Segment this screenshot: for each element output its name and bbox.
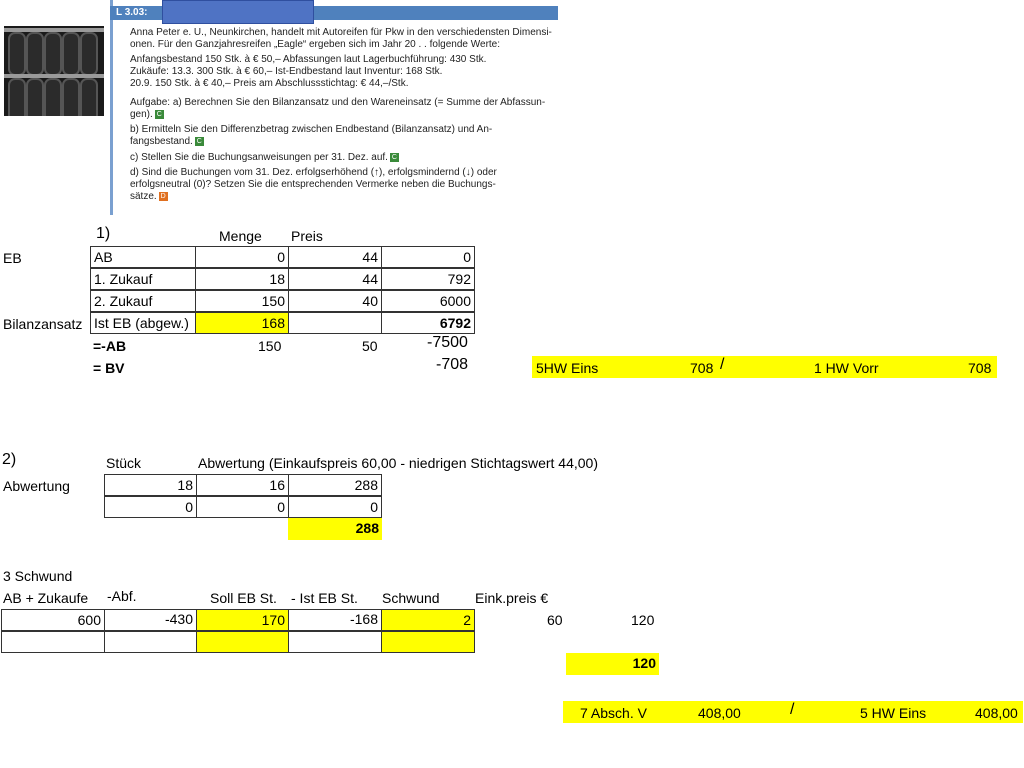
section-2-heading: 2): [2, 451, 17, 468]
ab-preis: 50: [362, 338, 378, 354]
table-cell-preis[interactable]: [288, 312, 382, 334]
booking-credit-account: 5 HW Eins: [860, 705, 927, 721]
table-cell-menge[interactable]: 150: [195, 290, 289, 312]
table-cell-betrag-total[interactable]: 6792: [381, 312, 475, 334]
table-cell-betrag[interactable]: 6000: [381, 290, 475, 312]
table-cell-label[interactable]: AB: [90, 246, 196, 268]
ab-betrag: -7500: [427, 334, 468, 351]
table-cell-empty[interactable]: [288, 631, 382, 653]
label-eb: EB: [3, 250, 22, 266]
book-line: b) Ermitteln Sie den Differenzbetrag zwischen Endbestand (Bilanzansatz) und An-: [130, 124, 493, 135]
table-cell-menge[interactable]: 0: [195, 246, 289, 268]
label-bilanzansatz: Bilanzansatz: [3, 316, 83, 332]
table-cell-schwund[interactable]: 2: [381, 609, 475, 631]
booking-slash: /: [790, 701, 795, 718]
col-header-schwund: Schwund: [382, 590, 440, 606]
book-line: d) Sind die Buchungen vom 31. Dez. erfolgserhöhend (↑), erfolgsmindernd (↓) oder: [130, 167, 497, 178]
booking-debit-amount: 708: [690, 360, 714, 376]
booking-credit-amount: 708: [968, 360, 992, 376]
schwund-total[interactable]: 120: [566, 653, 659, 675]
col-header-abf: -Abf.: [107, 588, 137, 604]
col-header-ist-eb: - Ist EB St.: [291, 590, 358, 606]
table-cell-abf[interactable]: -430: [104, 609, 197, 631]
table-cell-betrag[interactable]: 288: [288, 474, 382, 496]
booking-debit-amount: 408,00: [698, 705, 741, 721]
book-line: erfolgsneutral (0)? Setzen Sie die entsprechenden Vermerke neben die Buchungs-: [130, 179, 496, 190]
book-line: Anna Peter e. U., Neunkirchen, handelt mit Autoreifen für Pkw in den verschiedensten Dimensi-: [130, 27, 552, 38]
competence-badge: C: [391, 153, 397, 161]
book-line: fangsbestand.: [130, 136, 193, 147]
cell-einkpreis: 60: [547, 612, 563, 628]
book-line: onen. Für den Ganzjahresreifen „Eagle“ ergeben sich im Jahr 20 . . folgende Werte:: [130, 39, 501, 50]
section-1-heading: 1): [96, 225, 111, 242]
bv-betrag: -708: [436, 356, 469, 373]
book-line: Zukäufe: 13.3. 300 Stk. à € 60,– Ist-Endbestand laut Inventur: 168 Stk.: [130, 66, 443, 77]
booking-credit-amount: 408,00: [975, 705, 1018, 721]
col-header-menge: Menge: [219, 228, 262, 244]
col-header-ab-zukaeufe: AB + Zukaufe: [3, 590, 89, 606]
table-cell-stueck[interactable]: 18: [104, 474, 197, 496]
competence-badge: C: [196, 137, 202, 145]
booking-slash: /: [720, 356, 725, 373]
tire-stack-image: [4, 26, 104, 116]
booking-row-1: [532, 356, 997, 378]
table-cell-menge[interactable]: 18: [195, 268, 289, 290]
booking-debit-account: 5HW Eins: [536, 360, 599, 376]
exercise-label: L 3.03:: [116, 7, 148, 18]
table-cell-diff[interactable]: 16: [196, 474, 289, 496]
competence-badge: D: [160, 192, 166, 200]
table-cell-empty[interactable]: [1, 631, 105, 653]
col-header-preis: Preis: [291, 228, 323, 244]
table-cell-empty[interactable]: [104, 631, 197, 653]
table-cell-menge-highlight[interactable]: 168: [195, 312, 289, 334]
table-cell-preis[interactable]: 44: [288, 246, 382, 268]
table-cell-diff[interactable]: 0: [196, 496, 289, 518]
table-cell-label[interactable]: 1. Zukauf: [90, 268, 196, 290]
col-header-stueck: Stück: [106, 455, 142, 471]
table-cell-label[interactable]: 2. Zukauf: [90, 290, 196, 312]
bv-label: = BV: [93, 360, 125, 376]
table-cell-label[interactable]: Ist EB (abgew.): [90, 312, 196, 334]
book-line: gen).: [130, 109, 153, 120]
cell-schwund-betrag: 120: [631, 612, 655, 628]
booking-debit-account: 7 Absch. V: [580, 705, 647, 721]
table-cell-preis[interactable]: 44: [288, 268, 382, 290]
table-cell-ab-zukaeufe[interactable]: 600: [1, 609, 105, 631]
table-cell-betrag[interactable]: 0: [288, 496, 382, 518]
table-cell-empty[interactable]: [381, 631, 475, 653]
table-cell-ist-eb[interactable]: -168: [288, 609, 382, 631]
col-header-soll-eb: Soll EB St.: [210, 590, 277, 606]
book-line: c) Stellen Sie die Buchungsanweisungen per 31. Dez. auf.: [130, 152, 388, 163]
abwertung-total[interactable]: 288: [288, 518, 382, 540]
competence-badge: C: [156, 110, 162, 118]
col-header-abwertung: Abwertung (Einkaufspreis 60,00 - niedrigen Stichtagswert 44,00): [198, 455, 598, 471]
label-abwertung: Abwertung: [3, 478, 70, 494]
textbook-excerpt: [110, 0, 558, 215]
table-cell-betrag[interactable]: 0: [381, 246, 475, 268]
section-3-heading: 3 Schwund: [3, 568, 73, 584]
ab-menge: 150: [258, 338, 282, 354]
booking-credit-account: 1 HW Vorr: [814, 360, 879, 376]
ab-label: =-AB: [93, 338, 127, 354]
table-cell-preis[interactable]: 40: [288, 290, 382, 312]
table-cell-empty[interactable]: [196, 631, 289, 653]
redaction-box: [162, 0, 314, 24]
table-cell-betrag[interactable]: 792: [381, 268, 475, 290]
book-line: sätze.: [130, 191, 157, 202]
book-line: Aufgabe: a) Berechnen Sie den Bilanzansatz und den Wareneinsatz (= Summe der Abfassun-: [130, 97, 546, 108]
book-line: Anfangsbestand 150 Stk. à € 50,– Abfassungen laut Lagerbuchführung: 430 Stk.: [130, 54, 487, 65]
book-line: 20.9. 150 Stk. à € 40,– Preis am Abschlussstichtag: € 44,–/Stk.: [130, 78, 409, 89]
col-header-einkpreis: Eink.preis €: [475, 590, 549, 606]
table-cell-stueck[interactable]: 0: [104, 496, 197, 518]
table-cell-soll-eb[interactable]: 170: [196, 609, 289, 631]
